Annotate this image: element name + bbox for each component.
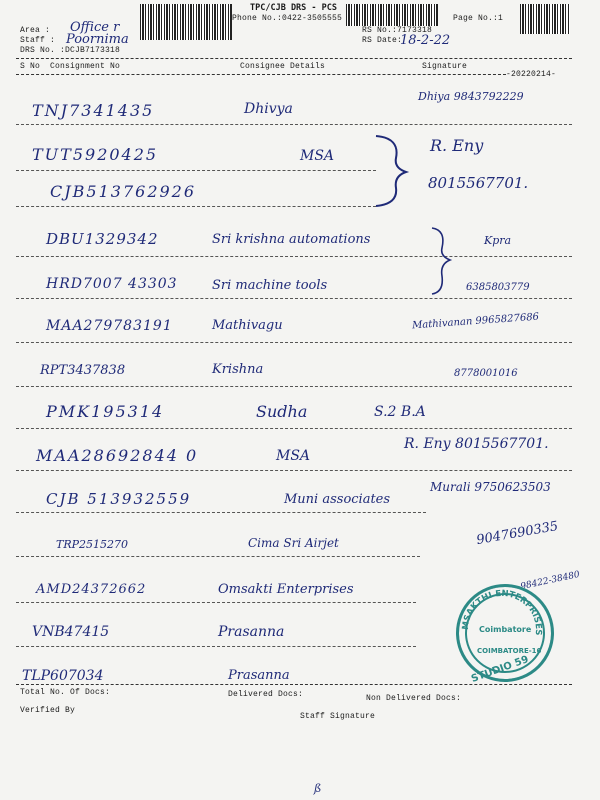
signature: 6385803779	[466, 282, 530, 293]
consignment-number: TUT5920425	[32, 145, 159, 164]
consignment-number: AMD24372662	[36, 582, 147, 597]
consignee-name: Mathivagu	[212, 318, 283, 333]
delivered-docs-label: Delivered Docs:	[228, 690, 304, 699]
consignment-number: VNB47415	[32, 624, 110, 640]
area-value: Office r	[70, 20, 120, 35]
signature: Kpra	[484, 234, 512, 247]
column-signature: Signature	[422, 62, 468, 71]
brace-mark	[366, 130, 416, 210]
column-sno: S No	[20, 62, 41, 71]
signature: R. Eny 8015567701.	[404, 436, 549, 452]
consignee-name: Muni associates	[284, 492, 391, 507]
consignee-name: MSA	[276, 448, 311, 464]
signature: 98422-38480	[519, 569, 581, 593]
signature: 8015567701.	[428, 174, 529, 192]
consignee-name: Sri machine tools	[212, 278, 328, 293]
brace-mark	[424, 222, 464, 302]
consignment-number: TRP2515270	[56, 538, 129, 551]
consignee-name: Omsakti Enterprises	[218, 582, 354, 597]
consignment-number: CJB 513932559	[46, 490, 192, 508]
row-divider	[16, 256, 572, 257]
stamp-center-text: Coimbatore	[479, 625, 532, 634]
page-number: Page No.:1	[453, 14, 504, 23]
rs-number: RS No.:7173318	[362, 26, 433, 35]
row-divider	[16, 602, 416, 603]
signature: Mathivanan 9965827686	[411, 311, 540, 332]
consignee-name: Prasanna	[228, 668, 290, 683]
drs-number: DRS No. :DCJB7173318	[20, 46, 121, 55]
row-divider	[16, 512, 426, 513]
signature: R. Eny	[430, 136, 484, 155]
stamp-text-top: MSAKTHI ENTERPRISES	[460, 588, 544, 636]
consignment-number: TLP607034	[22, 668, 104, 684]
consignment-number: RPT3437838	[40, 363, 126, 378]
rs-date-value: 18-2-22	[400, 33, 451, 48]
page-mark: ß	[314, 782, 322, 795]
column-date: -20220214-	[506, 70, 557, 79]
consignment-number: MAA28692844 0	[36, 446, 199, 465]
footer-divider	[16, 684, 572, 685]
signature: Dhiya 9843792229	[418, 90, 524, 103]
row-divider	[16, 298, 572, 299]
consignment-number: HRD7007 43303	[46, 276, 178, 292]
consignment-number: MAA279783191	[46, 318, 173, 334]
verified-by-label: Verified By	[20, 706, 76, 715]
row-divider	[16, 206, 376, 207]
consignee-name: Prasanna	[218, 624, 285, 640]
consignment-number: CJB513762926	[50, 182, 197, 201]
row-divider	[16, 342, 572, 343]
row-divider	[16, 646, 416, 647]
row-divider	[16, 428, 572, 429]
consignee-name: MSA	[300, 148, 335, 164]
studio-stamp-text: STUDIO 59	[469, 654, 531, 685]
row-divider	[16, 470, 572, 471]
document-title: TPC/CJB DRS - PCS	[250, 3, 337, 13]
rs-date-label: RS Date:	[362, 36, 403, 45]
consignee-name: Krishna	[212, 362, 264, 377]
column-consignee: Consignee Details	[240, 62, 326, 71]
consignee-name: Sudha	[256, 402, 308, 421]
area-label: Area :	[20, 26, 51, 35]
non-delivered-docs-label: Non Delivered Docs:	[366, 694, 462, 703]
staff-signature-label: Staff Signature	[300, 712, 376, 721]
consignment-number: DBU1329342	[46, 230, 159, 248]
staff-value: Poornima	[66, 32, 129, 47]
row-divider	[16, 124, 572, 125]
row-divider	[16, 556, 420, 557]
column-consignment: Consignment No	[50, 62, 121, 71]
consignment-number: PMK195314	[46, 402, 165, 421]
row-divider	[16, 170, 376, 171]
consignee-name: Sri krishna automations	[212, 232, 371, 247]
total-docs-label: Total No. Of Docs:	[20, 688, 111, 697]
signature: S.2 B.A	[374, 404, 426, 420]
stamp-text-bottom: COIMBATORE-16	[477, 647, 542, 655]
phone-number: Phone No.:0422-3505555	[232, 14, 343, 23]
row-divider	[16, 386, 572, 387]
signature: 9047690335	[475, 518, 560, 549]
consignee-name: Dhivya	[244, 101, 293, 117]
staff-label: Staff :	[20, 36, 56, 45]
signature: 8778001016	[454, 368, 518, 379]
consignee-name: Cima Sri Airjet	[248, 536, 339, 550]
signature: Murali 9750623503	[430, 480, 551, 494]
consignment-number: TNJ7341435	[32, 101, 155, 120]
